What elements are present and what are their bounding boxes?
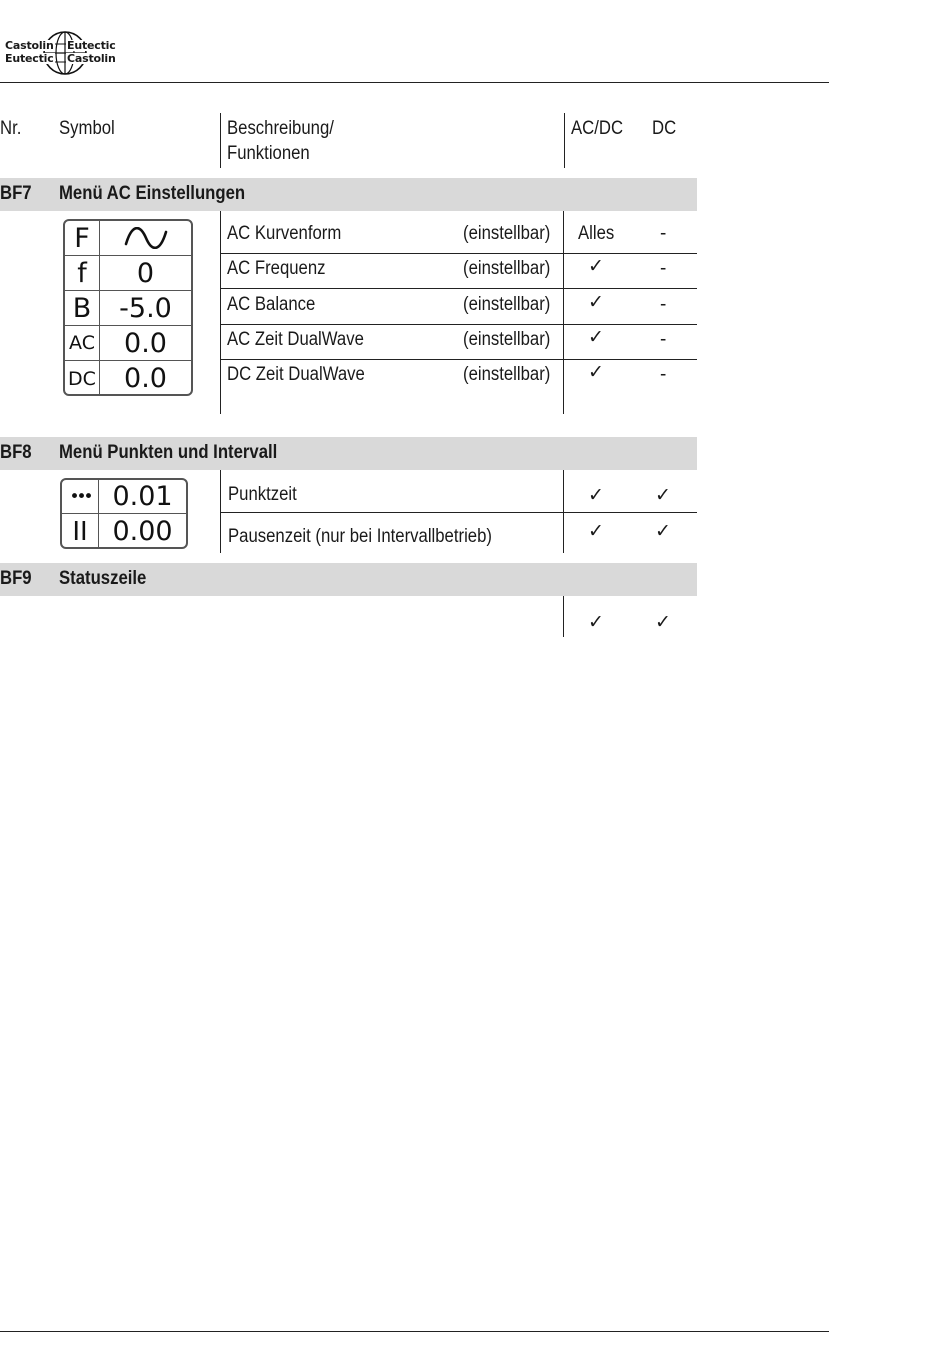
lcd-row (65, 291, 191, 326)
logo-text-bottom-left: Eutectic (5, 52, 54, 65)
lcd-row (65, 361, 191, 396)
lcd-key: f (77, 257, 87, 289)
row-divider (220, 359, 697, 360)
row-acdc-check-icon: ✓ (588, 362, 604, 383)
section-nr-bf7: BF7 (0, 183, 32, 204)
lcd-value: -5.0 (99, 291, 191, 325)
lcd-row (65, 221, 191, 256)
lcd-value: 0.0 (99, 326, 191, 360)
lcd-row (65, 326, 191, 361)
row-dc-value: - (660, 329, 667, 350)
row-acdc-check-icon: ✓ (588, 256, 604, 277)
lcd-value: 0.01 (98, 480, 186, 513)
row-note: (einstellbar) (463, 329, 551, 350)
lcd-key: II (72, 516, 88, 547)
column-header-acdc: AC/DC (571, 118, 624, 139)
row-label: AC Frequenz (227, 258, 326, 279)
column-header-description: Beschreibung/ (227, 118, 334, 139)
header-divider-left (220, 113, 221, 168)
footer-rule (0, 1331, 829, 1332)
row-acdc-check-icon: ✓ (588, 327, 604, 348)
row-note: (einstellbar) (463, 364, 551, 385)
row-label: Punktzeit (228, 484, 297, 505)
bf9-divider-right (563, 596, 564, 637)
row-dc-value: - (660, 223, 667, 244)
section-nr-bf8: BF8 (0, 442, 32, 463)
company-logo (4, 30, 128, 76)
column-header-symbol: Symbol (59, 118, 115, 139)
section-title-bf8: Menü Punkten und Intervall (59, 442, 278, 463)
row-label: DC Zeit DualWave (227, 364, 365, 385)
lcd-key: B (72, 292, 92, 324)
row-acdc-check-icon: ✓ (588, 292, 604, 313)
row-note: (einstellbar) (463, 258, 551, 279)
row-dc-value: - (660, 294, 667, 315)
bf7-divider-left (220, 211, 221, 414)
row-label: AC Kurvenform (227, 223, 342, 244)
row-acdc-check-icon: ✓ (588, 521, 604, 542)
lcd-key: AC (69, 332, 95, 354)
logo-text-bottom-right: Castolin (67, 52, 116, 65)
row-dc-value: - (660, 258, 667, 279)
header-divider-right (564, 113, 565, 168)
header-rule (0, 82, 829, 83)
lcd-value (99, 221, 191, 255)
row-divider (220, 324, 697, 325)
lcd-row (62, 514, 186, 549)
section-title-bf7: Menü AC Einstellungen (59, 183, 246, 204)
row-note: (einstellbar) (463, 294, 551, 315)
lcd-symbol-spot-interval (60, 478, 188, 549)
lcd-value: 0 (99, 256, 191, 290)
row-label: AC Zeit DualWave (227, 329, 364, 350)
lcd-key: F (74, 222, 90, 254)
row-divider (220, 512, 697, 513)
lcd-value: 0.0 (99, 361, 191, 396)
row-note: (einstellbar) (463, 223, 551, 244)
lcd-row (62, 480, 186, 514)
row-acdc-check-icon: ✓ (588, 612, 604, 633)
column-header-description-line2: Funktionen (227, 143, 310, 164)
row-dc-value: - (660, 364, 667, 385)
section-title-bf9: Statuszeile (59, 568, 147, 589)
bf7-divider-right (563, 211, 564, 414)
lcd-key: DC (68, 367, 96, 390)
row-acdc-check-icon: ✓ (588, 485, 604, 506)
column-header-dc: DC (652, 118, 677, 139)
lcd-row (65, 256, 191, 291)
row-divider (220, 253, 697, 254)
column-header-nr: Nr. (0, 118, 22, 139)
section-nr-bf9: BF9 (0, 568, 32, 589)
row-dc-check-icon: ✓ (655, 521, 671, 542)
row-dc-check-icon: ✓ (655, 612, 671, 633)
row-divider (220, 288, 697, 289)
logo-text-top-right: Eutectic (67, 39, 116, 52)
lcd-symbol-ac-settings (63, 219, 193, 396)
row-label: AC Balance (227, 294, 316, 315)
lcd-key: ••• (69, 486, 91, 507)
logo-text-top-left: Castolin (5, 39, 54, 52)
sine-wave-icon (123, 227, 169, 249)
lcd-value: 0.00 (98, 514, 186, 549)
row-acdc-value: Alles (578, 223, 615, 244)
row-label: Pausenzeit (nur bei Intervallbetrieb) (228, 526, 492, 547)
row-dc-check-icon: ✓ (655, 485, 671, 506)
